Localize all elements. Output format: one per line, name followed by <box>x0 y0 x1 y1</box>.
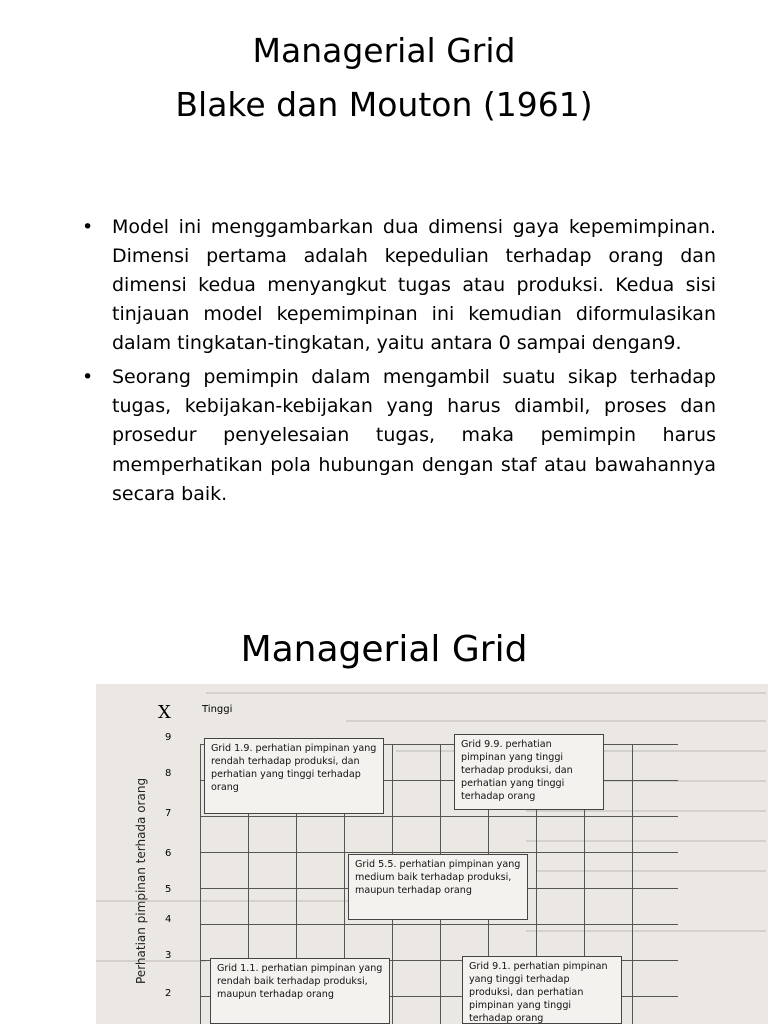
y-tick: 9 <box>165 732 172 743</box>
bullet-list <box>82 213 716 514</box>
y-tick: 8 <box>165 768 172 779</box>
y-tick: 2 <box>165 988 172 999</box>
section-title: Managerial Grid <box>240 629 528 670</box>
slide-title <box>0 24 768 133</box>
y-tick: 6 <box>165 848 172 859</box>
managerial-grid-figure <box>96 684 768 1024</box>
grid-box-9-9: Grid 9.9. perhatian pimpinan yang tinggi terhadap produksi, dan perhatian yang tinggi terhadap orang <box>454 734 604 810</box>
y-tick: 3 <box>165 950 172 961</box>
axis-x-mark: X <box>158 702 171 723</box>
axis-top-label: Tinggi <box>202 704 233 715</box>
y-tick: 7 <box>165 808 172 819</box>
y-axis-label: Perhatian pimpinan terhada orang <box>134 777 148 984</box>
title-line-1: Managerial Grid <box>252 31 516 70</box>
y-tick: 4 <box>165 914 172 925</box>
title-line-2: Blake dan Mouton (1961) <box>175 85 593 125</box>
grid-box-1-1: Grid 1.1. perhatian pimpinan yang rendah baik terhadap produksi, maupun terhadap orang <box>210 958 390 1024</box>
bullet-item: • Seorang pemimpin dalam mengambil suatu sikap terhadap tugas, kebijakan-kebijakan yang harus diambil, proses dan prosedur penyelesaian tugas, maka pemimpin harus memperhatikan pola hubungan dengan staf atau bawahannya secara baik. <box>82 363 716 508</box>
grid-box-1-9: Grid 1.9. perhatian pimpinan yang rendah terhadap produksi, dan perhatian yang tinggi terhadap orang <box>204 738 384 814</box>
y-tick: 5 <box>165 884 172 895</box>
grid-box-9-1: Grid 9.1. perhatian pimpinan yang tinggi terhadap produksi, dan perhatian pimpinan yang tinggi terhadap orang <box>462 956 622 1024</box>
grid-box-5-5: Grid 5.5. perhatian pimpinan yang medium baik terhadap produksi, maupun terhadap orang <box>348 854 528 920</box>
bullet-item: • Model ini menggambarkan dua dimensi gaya kepemimpinan. Dimensi pertama adalah kepedulian terhadap orang dan dimensi kedua menyangkut tugas atau produksi. Kedua sisi tinjauan model kepemimpinan ini kemudian diformulasikan dalam tingkatan-tingkatan, yaitu antara 0 sampai dengan9. <box>82 213 716 358</box>
